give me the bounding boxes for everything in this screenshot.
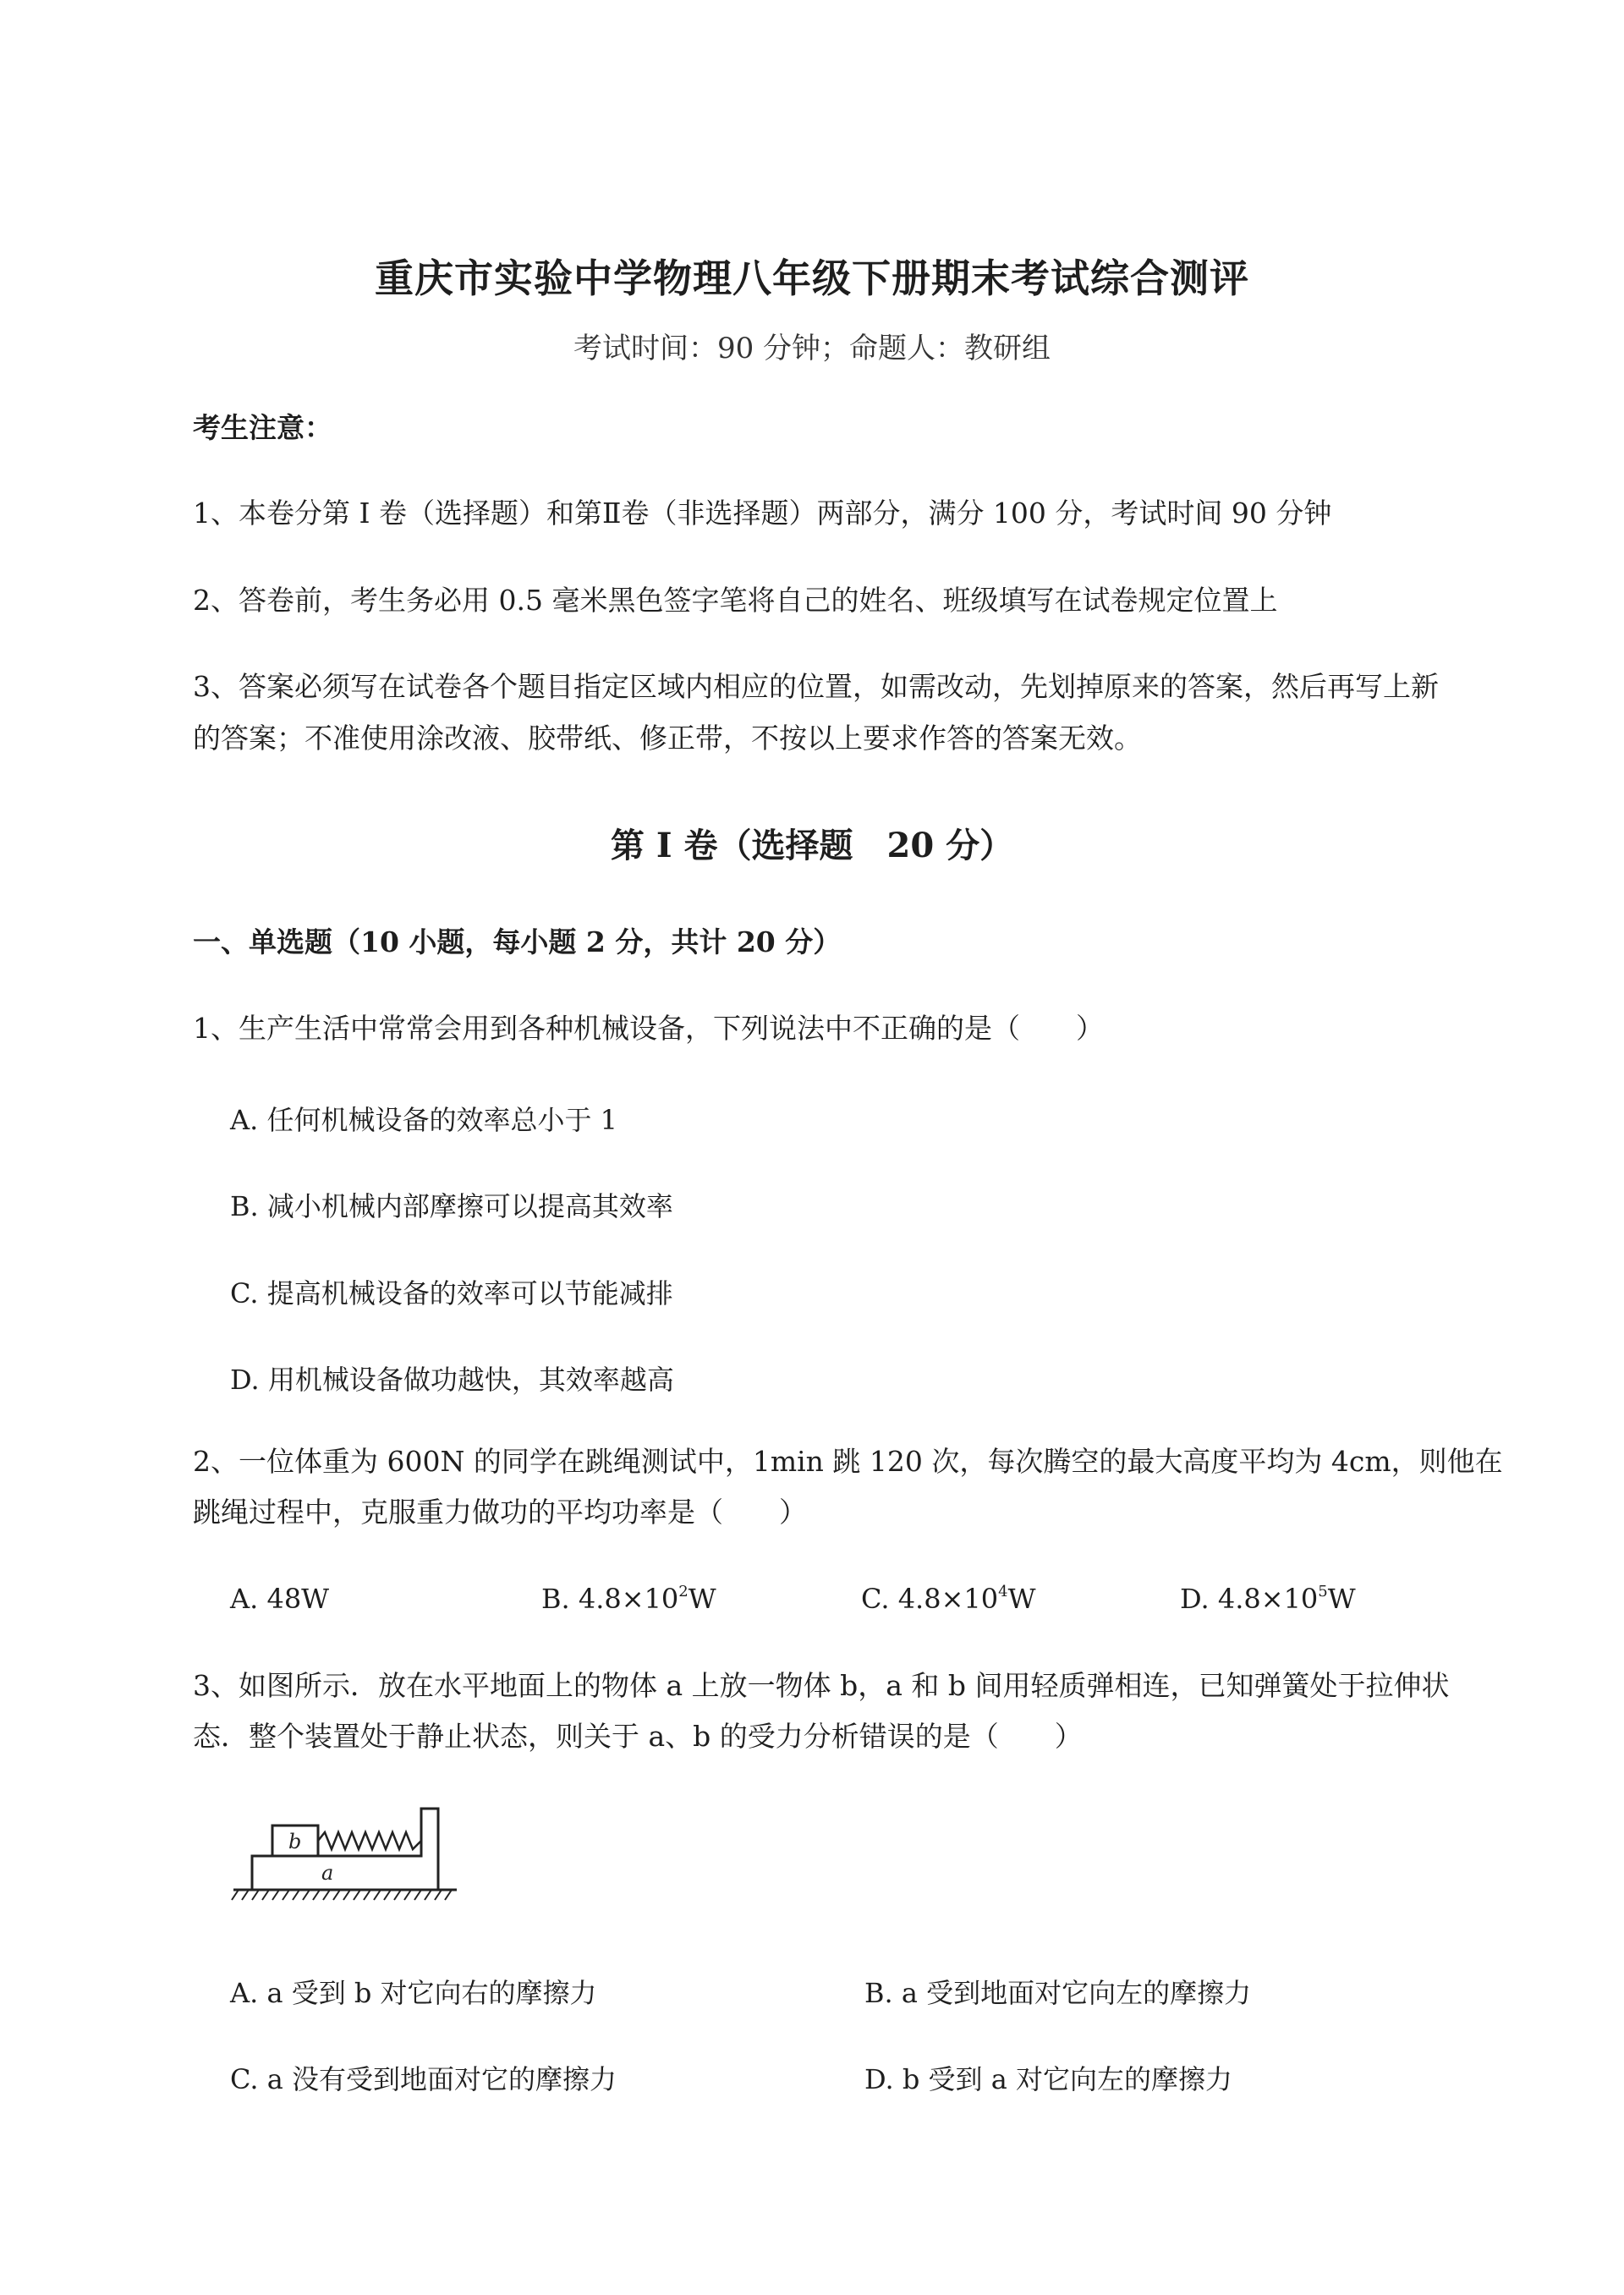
part-heading: 一、单选题（10 小题，每小题 2 分，共计 20 分） — [193, 925, 842, 958]
question-2-stem-line1: 2、一位体重为 600N 的同学在跳绳测试中，1min 跳 120 次，每次腾空的最大高度平均为 4cm，则他在 — [193, 1445, 1503, 1478]
question-3-stem-line1: 3、如图所示．放在水平地面上的物体 a 上放一物体 b，a 和 b 间用轻质弹相连，已知弹簧处于拉伸状 — [193, 1669, 1450, 1702]
section-title: 第 I 卷（选择题 20 分） — [610, 826, 1014, 865]
question-3-option-a: A. a 受到 b 对它向右的摩擦力 — [230, 1977, 597, 2009]
notice-item-3-cont: 的答案；不准使用涂改液、胶带纸、修正带，不按以上要求作答的答案无效。 — [193, 722, 1142, 755]
question-2-option-a: A. 48W — [230, 1583, 330, 1615]
label-a: a — [321, 1861, 334, 1885]
question-1-option-d: D. 用机械设备做功越快，其效率越高 — [230, 1364, 674, 1396]
question-2-option-b: B. $4.8\times 10^2W$ — [541, 1583, 716, 1615]
question-3-option-b: B. a 受到地面对它向左的摩擦力 — [864, 1977, 1252, 2009]
spring — [318, 1832, 421, 1849]
label-b: b — [288, 1830, 302, 1853]
notice-item-1: 1、本卷分第 I 卷（选择题）和第Ⅱ卷（非选择题）两部分，满分 100 分，考试时间 90 分钟 — [193, 497, 1332, 530]
notice-item-3: 3、答案必须写在试卷各个题目指定区域内相应的位置，如需改动，先划掉原来的答案，然后再写上新 — [193, 670, 1439, 703]
notice-heading: 考生注意： — [193, 411, 332, 444]
question-3-option-c: C. a 没有受到地面对它的摩擦力 — [230, 2063, 617, 2095]
exam-subtitle: 考试时间：90 分钟；命题人：教研组 — [573, 332, 1051, 365]
question-1-option-b: B. 减小机械内部摩擦可以提高其效率 — [230, 1190, 673, 1222]
ground-hatching — [232, 1890, 452, 1900]
question-1-option-a: A. 任何机械设备的效率总小于 1 — [230, 1104, 617, 1136]
question-3-option-d: D. b 受到 a 对它向左的摩擦力 — [864, 2063, 1232, 2095]
question-2-stem-line2: 跳绳过程中，克服重力做功的平均功率是（ ） — [193, 1496, 807, 1529]
question-1-option-c: C. 提高机械设备的效率可以节能减排 — [230, 1277, 673, 1309]
notice-item-2: 2、答卷前，考生务必用 0.5 毫米黑色签字笔将自己的姓名、班级填写在试卷规定位置上 — [193, 584, 1278, 617]
question-1-stem: 1、生产生活中常常会用到各种机械设备，下列说法中不正确的是（ ） — [193, 1012, 1104, 1045]
question-2-option-c: C. $4.8\times 10^4W$ — [861, 1583, 1036, 1615]
spring-block-diagram — [227, 1792, 464, 1919]
question-3-stem-line2: 态．整个装置处于静止状态，则关于 a、b 的受力分析错误的是（ ） — [193, 1720, 1083, 1753]
page-title: 重庆市实验中学物理八年级下册期末考试综合测评 — [375, 255, 1249, 301]
question-2-option-d: D. $4.8\times 10^5W$ — [1180, 1583, 1356, 1615]
